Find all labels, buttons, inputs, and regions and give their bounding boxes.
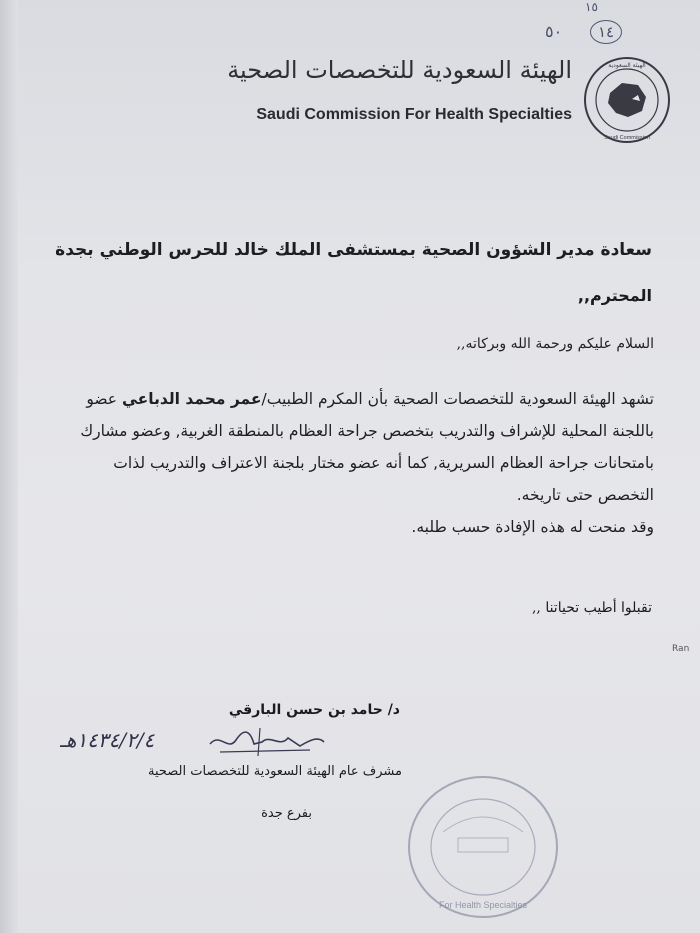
closing-line: تقبلوا أطيب تحياتنا ,, bbox=[531, 600, 652, 616]
stamp-text: For Health Specialties bbox=[438, 900, 528, 910]
letter-body bbox=[54, 383, 654, 543]
svg-text:الهيئة السعودية: الهيئة السعودية bbox=[608, 62, 646, 69]
signature-icon bbox=[200, 722, 330, 762]
greeting: السلام عليكم ورحمة الله وبركاته,, bbox=[456, 336, 654, 352]
handwritten-ref-mark: ٥٠ bbox=[545, 22, 563, 41]
body-rest: عضو باللجنة المحلية للإشراف والتدريب بتخصص جراحة العظام بالمنطقة الغربية, وعضو مشارك بامتحانات جراحة العظام السريرية, كما أنه عضو مختار بلجنة الاعتراف والتدريب لذات التخصص حتى تاريخه. bbox=[80, 390, 654, 504]
body-final: وقد منحت له هذه الإفادة حسب طلبه. bbox=[411, 518, 654, 536]
doctor-name: عمر محمد الدباعي bbox=[121, 390, 262, 408]
handwritten-page-number: ١٤ bbox=[590, 20, 622, 44]
margin-note: Ran bbox=[672, 644, 690, 654]
signatory-title: مشرف عام الهيئة السعودية للتخصصات الصحية bbox=[147, 764, 402, 779]
signatory-name: د/ حامد بن حسن البارقي bbox=[228, 702, 400, 718]
signatory-branch: بفرع جدة bbox=[261, 806, 312, 821]
addressee-line: سعادة مدير الشؤون الصحية بمستشفى الملك خالد للحرس الوطني بجدة bbox=[55, 240, 652, 260]
handwritten-top-mark: ١٥ bbox=[585, 0, 598, 14]
org-name-english: Saudi Commission For Health Specialties bbox=[256, 106, 572, 123]
handwritten-date: ١٤٣٤/٢/٤هـ bbox=[60, 728, 155, 752]
org-name-arabic: الهيئة السعودية للتخصصات الصحية bbox=[227, 56, 572, 84]
scfhs-logo-icon bbox=[582, 55, 672, 145]
page-edge-shadow bbox=[0, 0, 18, 933]
svg-text:Saudi Commission: Saudi Commission bbox=[604, 135, 650, 141]
official-stamp-icon bbox=[403, 772, 563, 922]
honorific: المحترم,, bbox=[577, 286, 652, 305]
body-intro: تشهد الهيئة السعودية للتخصصات الصحية بأن المكرم الطبيب/ bbox=[261, 390, 654, 408]
